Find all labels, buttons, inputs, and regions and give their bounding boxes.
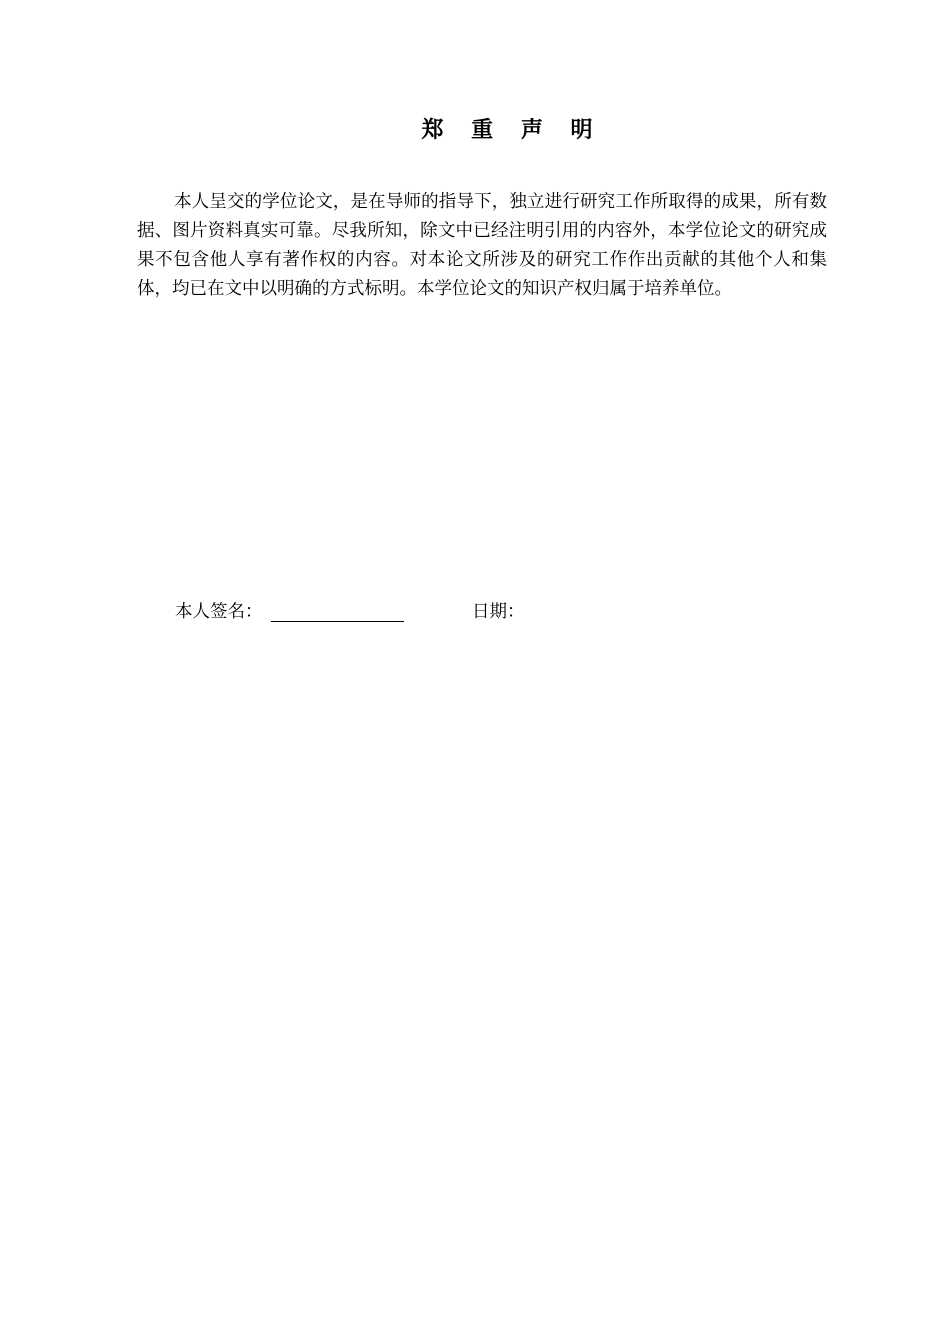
signature-row	[175, 598, 775, 628]
signature-line	[271, 621, 404, 622]
page-title: 郑 重 声 明	[421, 118, 603, 143]
signature-label: 本人签名：	[175, 602, 263, 622]
declaration-paragraph: 本人呈交的学位论文，是在导师的指导下，独立进行研究工作所取得的成果，所有数据、图片资料真实可靠。尽我所知，除文中已经注明引用的内容外，本学位论文的研究成果不包含他人享有著作权的内容。对本论文所涉及的研究工作作出贡献的其他个人和集体，均已在文中以明确的方式标明。本学位论文的知识产权归属于培养单位。	[137, 192, 827, 299]
date-label: 日期：	[472, 602, 525, 622]
